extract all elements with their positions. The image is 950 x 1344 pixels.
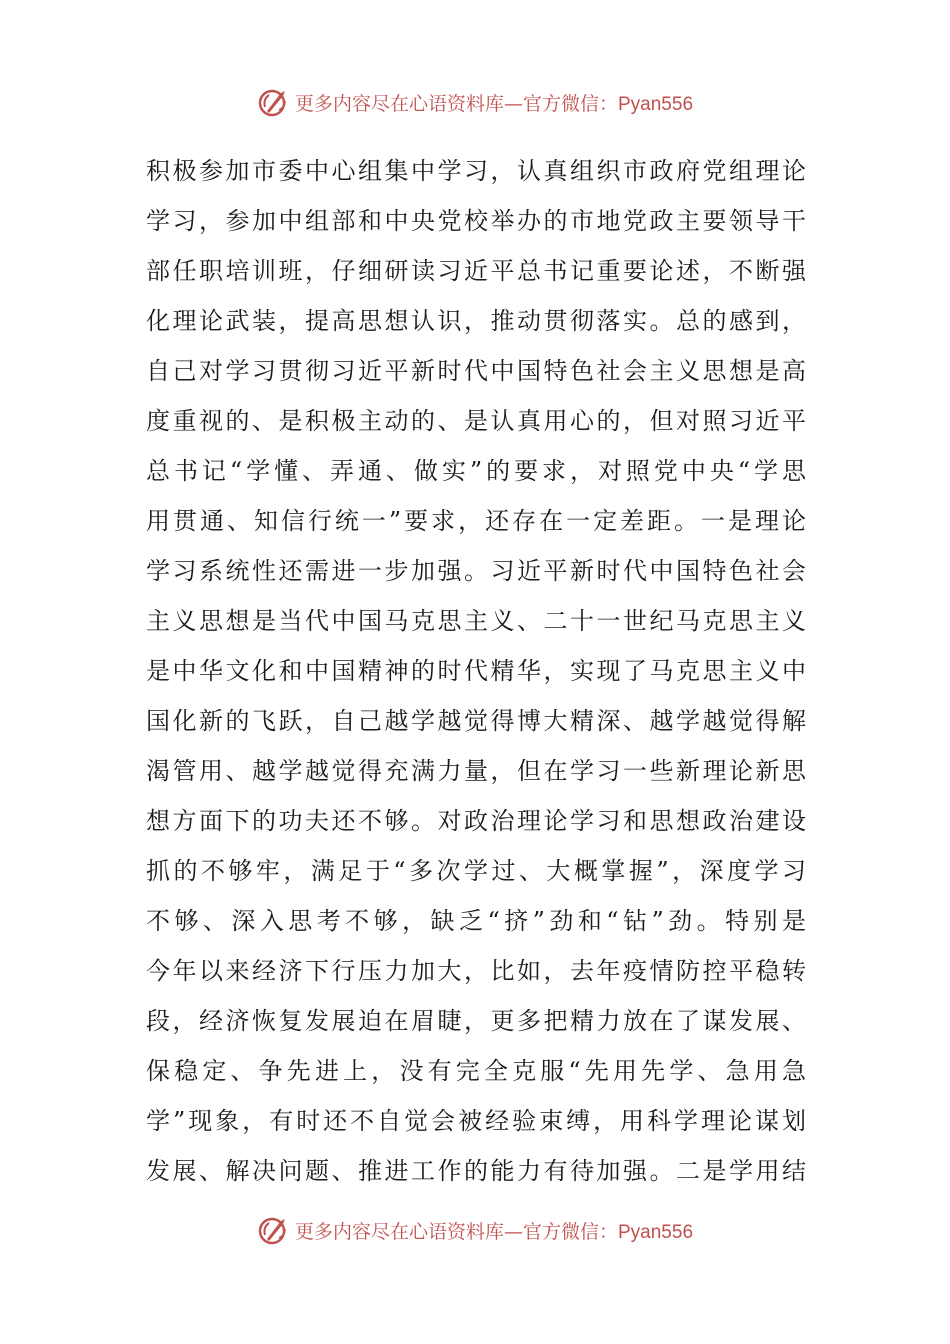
body-line: 段，经济恢复发展迫在眉睫，更多把精力放在了谋发展、 (146, 1007, 806, 1035)
body-line: 主义思想是当代中国马克思主义、二十一世纪马克思主义 (146, 607, 806, 635)
footer-wechat-id: Pyan556 (618, 1221, 694, 1243)
body-line: 不够、深入思考不够，缺乏“挤”劲和“钻”劲。特别是 (146, 907, 806, 935)
header-banner-text (295, 89, 693, 116)
body-line: 今年以来经济下行压力加大，比如，去年疫情防控平稳转 (146, 957, 806, 985)
footer-slogan: 更多内容尽在心语资料库 (294, 1220, 504, 1243)
body-line: 想方面下的功夫还不够。对政治理论学习和思想政治建设 (146, 807, 806, 835)
body-line: 保稳定、争先进上，没有完全克服“先用先学、急用急 (146, 1057, 806, 1085)
body-line: 学习，参加中组部和中央党校举办的市地党政主要领导干 (146, 207, 806, 235)
body-line: 积极参加市委中心组集中学习，认真组织市政府党组理论 (146, 157, 806, 185)
document-body (146, 146, 806, 1196)
body-line: 总书记“学懂、弄通、做实”的要求，对照党中央“学思 (146, 457, 806, 485)
pen-logo-icon (257, 85, 291, 119)
body-line: 国化新的飞跃，自己越学越觉得博大精深、越学越觉得解 (146, 707, 806, 735)
header-banner (0, 82, 950, 122)
body-line: 抓的不够牢，满足于“多次学过、大概掌握”，深度学习 (146, 857, 806, 885)
footer-separator: — (503, 1220, 523, 1243)
body-line: 学”现象，有时还不自觉会被经验束缚，用科学理论谋划 (146, 1107, 806, 1135)
body-line: 用贯通、知信行统一”要求，还存在一定差距。一是理论 (146, 507, 806, 535)
header-separator: — (503, 92, 523, 115)
pen-logo-icon (257, 1213, 291, 1247)
body-line: 是中华文化和中国精神的时代精华，实现了马克思主义中 (146, 657, 806, 685)
body-line: 部任职培训班，仔细研读习近平总书记重要论述，不断强 (146, 257, 806, 285)
footer-wechat-label: 官方微信： (522, 1220, 618, 1243)
body-line: 度重视的、是积极主动的、是认真用心的，但对照习近平 (146, 407, 806, 435)
header-wechat-id: Pyan556 (618, 93, 694, 115)
body-line: 渴管用、越学越觉得充满力量，但在学习一些新理论新思 (146, 757, 806, 785)
footer-banner-text (295, 1217, 693, 1244)
footer-banner (0, 1210, 950, 1250)
header-wechat-label: 官方微信： (522, 92, 618, 115)
body-line: 发展、解决问题、推进工作的能力有待加强。二是学用结 (146, 1157, 806, 1185)
body-line: 学习系统性还需进一步加强。习近平新时代中国特色社会 (146, 557, 806, 585)
body-line: 化理论武装，提高思想认识，推动贯彻落实。总的感到， (146, 307, 806, 335)
header-slogan: 更多内容尽在心语资料库 (294, 92, 504, 115)
body-line: 自己对学习贯彻习近平新时代中国特色社会主义思想是高 (146, 357, 806, 385)
